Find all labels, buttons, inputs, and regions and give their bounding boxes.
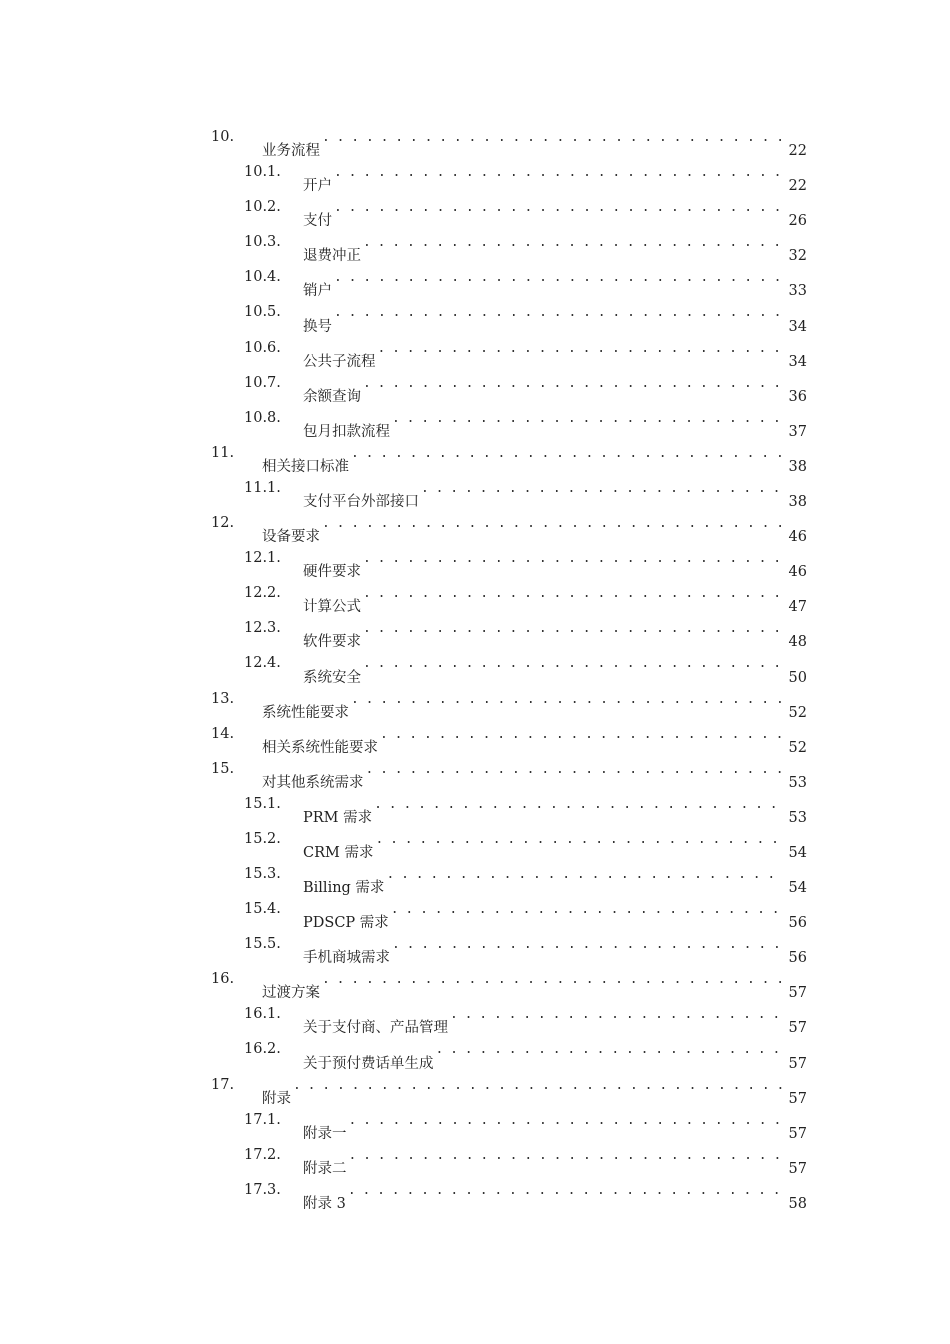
toc-entry-page-number: 50 bbox=[785, 661, 807, 696]
dot-leader bbox=[363, 225, 785, 260]
toc-entry-page-number: 52 bbox=[785, 696, 807, 731]
toc-entry-number: 15.2. bbox=[244, 830, 281, 847]
toc-entry-chapter[interactable] bbox=[211, 436, 807, 475]
dot-leader bbox=[363, 366, 785, 401]
toc-entry-number: 10.5. bbox=[244, 304, 281, 321]
toc-entry-page-number: 57 bbox=[785, 976, 807, 1011]
dot-leader bbox=[348, 1173, 785, 1208]
toc-entry-section[interactable] bbox=[211, 541, 807, 581]
toc-entry-page-number: 48 bbox=[785, 625, 807, 660]
toc-entry-number: 11. bbox=[211, 444, 235, 461]
dot-leader bbox=[436, 1032, 785, 1067]
toc-entry-title: 退费冲正 bbox=[303, 239, 363, 274]
dot-leader bbox=[349, 1138, 785, 1173]
toc-entry-title: 销户 bbox=[303, 274, 334, 309]
toc-entry-number: 13. bbox=[211, 690, 235, 707]
toc-entry-page-number: 57 bbox=[785, 1047, 807, 1082]
toc-entry-page-number: 34 bbox=[785, 310, 807, 345]
toc-entry-title: 包月扣款流程 bbox=[303, 415, 392, 450]
toc-entry-page-number: 22 bbox=[785, 169, 807, 204]
toc-entry-number: 16.2. bbox=[244, 1041, 281, 1058]
toc-entry-number: 15.5. bbox=[244, 936, 281, 953]
toc-entry-section[interactable] bbox=[211, 787, 807, 826]
toc-entry-page-number: 36 bbox=[785, 380, 807, 415]
toc-entry-number: 15.4. bbox=[244, 901, 281, 918]
toc-entry-page-number: 52 bbox=[785, 731, 807, 766]
toc-entry-title: 计算公式 bbox=[303, 590, 363, 625]
dot-leader bbox=[363, 541, 785, 576]
dot-leader bbox=[349, 1103, 785, 1138]
toc-entry-page-number: 57 bbox=[785, 1152, 807, 1187]
dot-leader bbox=[322, 120, 785, 155]
dot-leader bbox=[334, 190, 785, 225]
toc-entry-number: 10. bbox=[211, 129, 235, 145]
toc-entry-title: 系统安全 bbox=[303, 661, 363, 696]
toc-entry-number: 11.1. bbox=[244, 479, 281, 496]
toc-entry-page-number: 38 bbox=[785, 450, 807, 485]
toc-entry-number: 12. bbox=[211, 515, 235, 532]
toc-entry-chapter[interactable] bbox=[211, 752, 807, 791]
toc-entry-title: 附录二 bbox=[303, 1152, 349, 1187]
toc-entry-number: 12.4. bbox=[244, 655, 281, 672]
toc-entry-title: 公共子流程 bbox=[303, 345, 378, 380]
toc-entry-title: 附录一 bbox=[303, 1117, 349, 1152]
toc-entry-number: 10.4. bbox=[244, 269, 281, 286]
dot-leader bbox=[334, 260, 785, 295]
dot-leader bbox=[322, 506, 785, 541]
dot-leader bbox=[363, 611, 785, 646]
toc-entry-title: PRM 需求 bbox=[303, 801, 374, 836]
toc-entry-section[interactable] bbox=[211, 646, 807, 686]
dot-leader bbox=[351, 436, 785, 471]
toc-entry-title: 对其他系统需求 bbox=[262, 766, 366, 801]
toc-entry-section[interactable] bbox=[211, 366, 807, 405]
toc-entry-number: 17.2. bbox=[244, 1146, 281, 1163]
dot-leader bbox=[363, 576, 785, 611]
toc-entry-chapter[interactable] bbox=[211, 682, 807, 721]
toc-entry-number: 16.1. bbox=[244, 1006, 281, 1023]
toc-entry-number: 17.3. bbox=[244, 1181, 281, 1198]
toc-entry-number: 12.3. bbox=[244, 620, 281, 637]
toc-entry-title: 相关系统性能要求 bbox=[262, 731, 380, 766]
toc-entry-section[interactable] bbox=[211, 190, 807, 230]
toc-entry-title: 附录 3 bbox=[303, 1187, 348, 1222]
toc-entry-page-number: 57 bbox=[785, 1011, 807, 1046]
toc-entry-page-number: 22 bbox=[785, 134, 807, 169]
toc-entry-number: 16. bbox=[211, 971, 235, 988]
toc-entry-number: 15.3. bbox=[244, 865, 281, 882]
toc-entry-title: CRM 需求 bbox=[303, 836, 375, 871]
toc-entry-number: 10.2. bbox=[244, 199, 281, 216]
toc-entry-title: 软件要求 bbox=[303, 625, 363, 660]
toc-entry-number: 12.2. bbox=[244, 585, 281, 602]
toc-entry-section[interactable] bbox=[211, 611, 807, 651]
dot-leader bbox=[421, 471, 785, 506]
dot-leader bbox=[380, 717, 785, 752]
toc-entry-title: 手机商城需求 bbox=[303, 941, 392, 976]
dot-leader bbox=[450, 997, 785, 1032]
dot-leader bbox=[375, 822, 784, 857]
toc-entry-page-number: 53 bbox=[785, 801, 807, 836]
toc-entry-page-number: 47 bbox=[785, 590, 807, 625]
toc-entry-section[interactable] bbox=[211, 822, 807, 861]
toc-entry-section[interactable] bbox=[211, 576, 807, 616]
toc-entry-page-number: 34 bbox=[785, 345, 807, 380]
toc-entry-title: 换号 bbox=[303, 310, 334, 345]
toc-entry-section[interactable] bbox=[211, 225, 807, 265]
toc-entry-title: 关于支付商、产品管理 bbox=[303, 1011, 450, 1046]
dot-leader bbox=[392, 401, 785, 436]
toc-entry-title: 支付平台外部接口 bbox=[303, 485, 421, 520]
toc-entry-title: 开户 bbox=[303, 169, 334, 204]
dot-leader bbox=[366, 752, 785, 787]
toc-entry-number: 15. bbox=[211, 760, 235, 777]
toc-entry-number: 10.3. bbox=[244, 234, 281, 251]
table-of-contents bbox=[211, 120, 807, 1212]
toc-entry-section[interactable] bbox=[211, 857, 807, 897]
toc-entry-page-number: 56 bbox=[785, 941, 807, 976]
dot-leader bbox=[322, 962, 785, 997]
toc-entry-page-number: 58 bbox=[785, 1187, 807, 1222]
toc-entry-page-number: 56 bbox=[785, 906, 807, 941]
dot-leader bbox=[391, 892, 785, 927]
toc-entry-title: 系统性能要求 bbox=[262, 696, 351, 731]
toc-entry-section[interactable] bbox=[211, 997, 807, 1037]
toc-entry-page-number: 57 bbox=[785, 1082, 807, 1117]
toc-entry-title: 过渡方案 bbox=[262, 976, 322, 1011]
toc-entry-section[interactable] bbox=[211, 155, 807, 195]
toc-entry-section[interactable] bbox=[211, 471, 807, 511]
dot-leader bbox=[374, 787, 784, 822]
dot-leader bbox=[293, 1068, 785, 1103]
toc-entry-title: Billing 需求 bbox=[303, 871, 386, 906]
toc-entry-number: 10.1. bbox=[244, 164, 281, 181]
toc-entry-number: 17.1. bbox=[244, 1111, 281, 1128]
toc-entry-title: 支付 bbox=[303, 204, 334, 239]
toc-entry-chapter[interactable] bbox=[211, 1068, 807, 1107]
toc-entry-number: 15.1. bbox=[244, 795, 281, 812]
toc-entry-title: 相关接口标准 bbox=[262, 450, 351, 485]
toc-entry-page-number: 57 bbox=[785, 1117, 807, 1152]
toc-entry-section[interactable] bbox=[211, 892, 807, 932]
toc-entry-page-number: 38 bbox=[785, 485, 807, 520]
toc-entry-section[interactable] bbox=[211, 1173, 807, 1212]
toc-entry-chapter[interactable] bbox=[211, 962, 807, 1002]
toc-entry-chapter[interactable] bbox=[211, 717, 807, 756]
dot-leader bbox=[334, 295, 785, 330]
toc-entry-section[interactable] bbox=[211, 260, 807, 300]
toc-entry-page-number: 54 bbox=[785, 871, 807, 906]
toc-entry-number: 12.1. bbox=[244, 550, 281, 567]
toc-entry-section[interactable] bbox=[211, 927, 807, 967]
toc-entry-number: 10.7. bbox=[244, 374, 281, 391]
toc-entry-section[interactable] bbox=[211, 1103, 807, 1142]
toc-entry-page-number: 54 bbox=[785, 836, 807, 871]
dot-leader bbox=[363, 646, 785, 681]
toc-entry-title: 附录 bbox=[262, 1082, 293, 1117]
toc-entry-line bbox=[303, 1173, 807, 1222]
toc-entry-title: 关于预付费话单生成 bbox=[303, 1047, 436, 1082]
dot-leader bbox=[392, 927, 785, 962]
toc-entry-section[interactable] bbox=[211, 295, 807, 335]
dot-leader bbox=[386, 857, 784, 892]
toc-entry-chapter[interactable] bbox=[211, 120, 807, 160]
toc-entry-section[interactable] bbox=[211, 1138, 807, 1177]
toc-entry-title: 业务流程 bbox=[262, 134, 322, 169]
toc-entry-page-number: 46 bbox=[785, 520, 807, 555]
toc-entry-page-number: 32 bbox=[785, 239, 807, 274]
dot-leader bbox=[378, 331, 785, 366]
toc-entry-number: 10.8. bbox=[244, 409, 281, 426]
toc-entry-page-number: 53 bbox=[785, 766, 807, 801]
toc-entry-section[interactable] bbox=[211, 331, 807, 370]
toc-entry-section[interactable] bbox=[211, 401, 807, 440]
toc-entry-title: 余额查询 bbox=[303, 380, 363, 415]
dot-leader bbox=[334, 155, 785, 190]
dot-leader bbox=[351, 682, 785, 717]
toc-entry-page-number: 26 bbox=[785, 204, 807, 239]
toc-entry-number: 10.6. bbox=[244, 339, 281, 356]
toc-entry-number: 17. bbox=[211, 1076, 235, 1093]
toc-entry-page-number: 33 bbox=[785, 274, 807, 309]
toc-entry-title: 设备要求 bbox=[262, 520, 322, 555]
toc-entry-number: 14. bbox=[211, 725, 235, 742]
toc-entry-chapter[interactable] bbox=[211, 506, 807, 546]
toc-entry-section[interactable] bbox=[211, 1032, 807, 1072]
toc-entry-page-number: 46 bbox=[785, 555, 807, 590]
toc-entry-page-number: 37 bbox=[785, 415, 807, 450]
toc-entry-title: PDSCP 需求 bbox=[303, 906, 391, 941]
toc-entry-title: 硬件要求 bbox=[303, 555, 363, 590]
